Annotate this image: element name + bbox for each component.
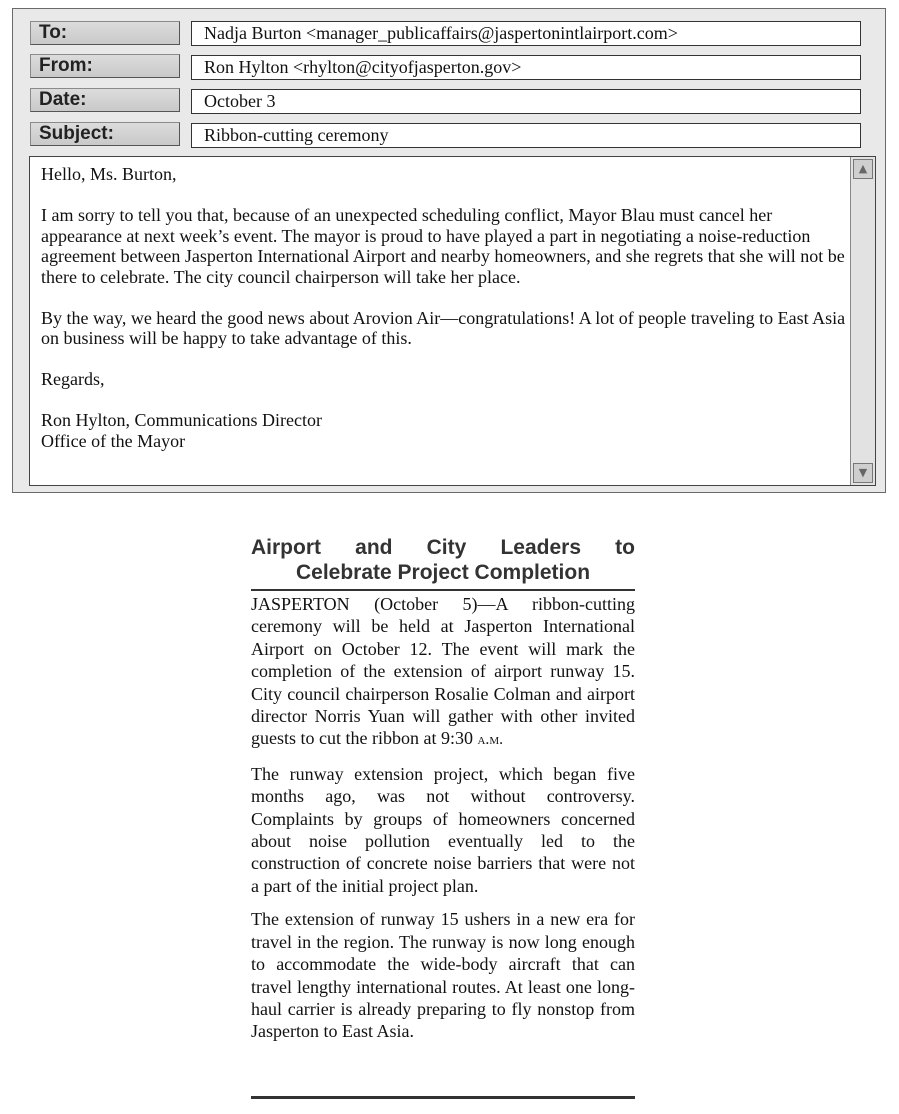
article-paragraph-3: The extension of runway 15 ushers in a new era for travel in the region. The runway is now long enough to accommodate the wide-body aircraft that can travel lengthy international routes. At least one long-haul carrier is already preparing to fly nonstop from Jasperton to East Asia. [251,909,635,1042]
vertical-scrollbar[interactable] [850,157,875,485]
email-body-pane[interactable] [29,156,876,486]
news-article [251,535,635,1054]
headline-line-1: Airport and City Leaders to [251,536,635,559]
subject-field[interactable]: Ribbon-cutting ceremony [191,123,861,148]
scroll-down-button[interactable] [853,463,873,483]
email-paragraph-2: By the way, we heard the good news about Arovion Air—congratulations! A lot of people traveling to East Asia on business will be happy to take advantage of this. [41,307,846,348]
article-paragraph-1 [251,593,635,752]
article-headline [251,535,635,589]
email-signature-line-2: Office of the Mayor [41,430,186,451]
article-paragraph-2: The runway extension project, which began five months ago, was not without controversy. Complaints by groups of homeowners concerned about noise pollution eventually led to the construction of concrete noise barriers that were not a part of the initial project plan. [251,763,635,896]
email-body-text [41,164,851,451]
date-field[interactable]: October 3 [191,89,861,114]
email-paragraph-1: I am sorry to tell you that, because of an unexpected scheduling conflict, Mayor Blau must cancel her appearance at next week’s event. The mayor is proud to have played a part in negotiating a noise-reduction agreement between Jasperton International Airport and nearby homeowners, and she regrets that she will not be there to celebrate. The city council chairperson will take her place. [41,205,845,287]
to-field[interactable]: Nadja Burton <manager_publicaffairs@jaspertonintlairport.com> [191,21,861,46]
email-greeting: Hello, Ms. Burton, [41,164,177,184]
email-signature-line-1: Ron Hylton, Communications Director [41,410,322,430]
subject-label: Subject: [30,122,180,146]
article-time-suffix: a.m. [477,731,504,749]
scroll-up-button[interactable] [853,159,873,179]
article-bottom-rule [251,1096,635,1099]
headline-line-2: Celebrate Project Completion [295,561,591,584]
from-field[interactable]: Ron Hylton <rhylton@cityofjasperton.gov> [191,55,861,80]
email-closing: Regards, [41,369,105,389]
triangle-up-icon: ▲ [858,162,868,175]
from-label: From: [30,54,180,78]
triangle-down-icon: ▼ [858,466,868,479]
to-label: To: [30,21,180,45]
date-label: Date: [30,88,180,112]
article-body [251,591,635,1043]
article-paragraph-1-text: JASPERTON (October 5)—A ribbon-cutting ceremony will be held at Jasperton International Airport on October 12. The event will mark the completion of the extension of airport runway 15. City council chairperson Rosalie Colman and airport director Norris Yuan will gather with other invited guests to cut the ribbon at 9:30 [251,594,635,749]
